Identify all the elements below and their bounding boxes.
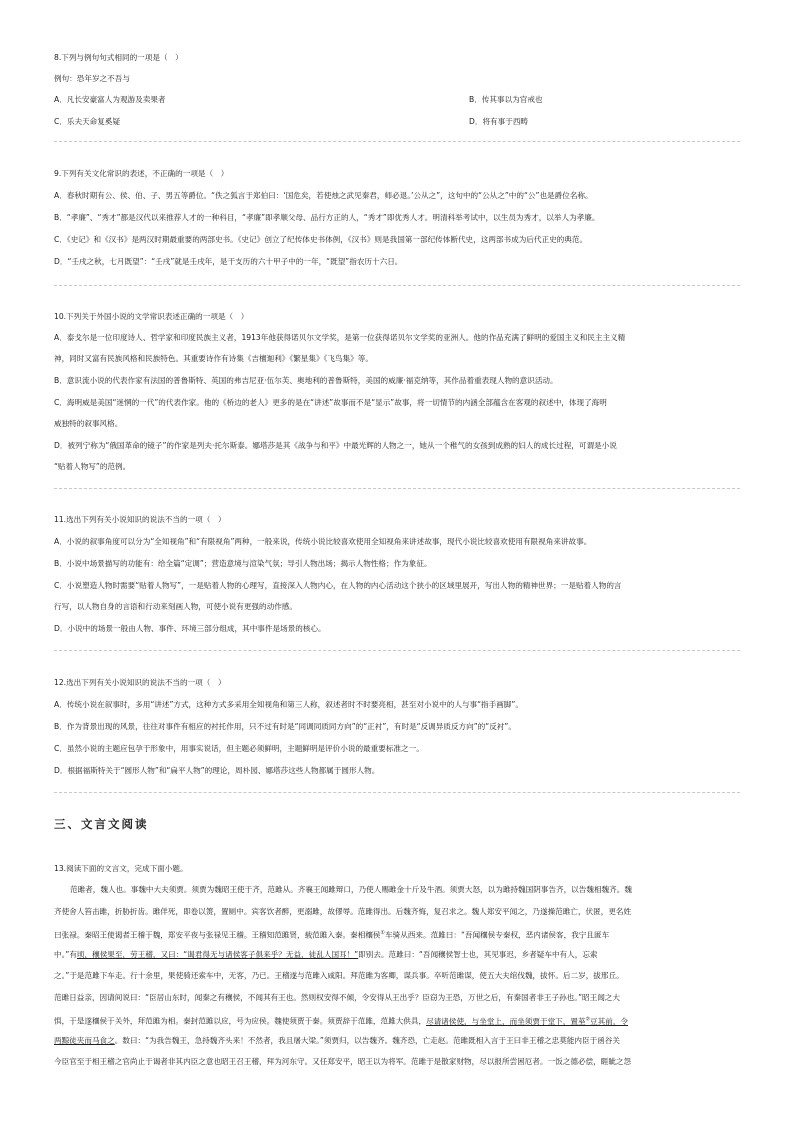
question-13	[54, 864, 744, 1114]
question-9	[54, 169, 744, 269]
option-b[interactable]: B．“孝廉”、“秀才”都是汉代以来推荐人才的一种科目，“孝廉”即孝顺父母、品行方正的人，“秀才”即优秀人才。明清科举考试中，以生员为秀才，以举人为孝廉。	[54, 213, 600, 222]
question-stem: 12.选出下列有关小说知识的说法不当的一项（ ）	[54, 678, 226, 687]
divider	[54, 141, 740, 142]
question-stem: 8.下列与例句句式相同的一项是（ ）	[54, 53, 183, 62]
passage-line: 之。”于是范雎下车走。行十余里，果使骑还索车中，无客，乃已。王稽遂与范雎入咸阳。拜范雎为客卿，谋兵事。卒听范雎谋，使五大夫绾伐魏，拔怀。后二岁，拔邢丘。	[54, 971, 624, 980]
option-d[interactable]: D．小说中的场景一般由人物、事件、环境三部分组成，其中事件是场景的核心。	[54, 624, 326, 633]
option-b[interactable]: B．作为背景出现的风景，往往对事件有相应的衬托作用，只不过有时是“同调同质同方向”的“正衬”，有时是“反调异质反方向”的“反衬”。	[54, 722, 516, 731]
option-d[interactable]: D．被列宁称为“俄国革命的镜子”的作家是列夫·托尔斯泰。娜塔莎是其《战争与和平》中最光辉的人物之一，她从一个稚气的女孩到成熟的妇人的成长过程，可谓是小说	[54, 441, 617, 450]
option-a[interactable]: A．传统小说在叙事时，多用“讲述”方式，这种方式多采用全知视角和第三人称，叙述者时不时要亮相，甚至对小说中的人与事“指手画脚”。	[54, 700, 523, 709]
passage-line: 齐使舍人笞击雎，折胁折齿。雎佯死，即卷以箦，置厕中。宾客饮者醉，更溺雎，故僇辱。范雎得出。后魏齐悔，复召求之。魏人郑安平闻之，乃遂操范雎亡，伏匿，更名姓	[54, 907, 632, 916]
option-d[interactable]: D．根据福斯特关于“圆形人物”和“扁平人物”的理论，周朴园、娜塔莎这些人物都属于圆形人物。	[54, 766, 380, 775]
option-c[interactable]: C．《史记》和《汉书》是两汉时期最重要的两部史书。《史记》创立了纪传体史书体例，《汉书》则是我国第一部纪传体断代史，这两部书成为后代正史的典范。	[54, 235, 588, 244]
divider	[54, 488, 740, 489]
option-d[interactable]: D．“壬戌之秋，七月既望”：“壬戌”就是壬戌年，是干支历的六十甲子中的一年，“既望”指农历十六日。	[54, 257, 403, 266]
footnote-marker[interactable]: ②	[585, 1016, 591, 1022]
question-stem: 10.下列关于外国小说的文学常识表述正确的一项是（ ）	[54, 312, 249, 321]
question-10	[54, 312, 744, 482]
option-a[interactable]: A．凡长安豪富人为观游及卖果者	[54, 95, 166, 104]
option-a[interactable]: A．泰戈尔是一位印度诗人、哲学家和印度民族主义者，1913年他获得诺贝尔文学奖，是第一位获得诺贝尔文学奖的亚洲人。他的作品充满了鲜明的爱国主义和民主主义精	[54, 333, 626, 342]
divider	[54, 285, 740, 286]
passage-line: 曰张禄。秦昭王使谒者王稽于魏，郑安平夜与张禄见王稽。王稽知范雎贤，载范雎入秦。秦相穰侯①车骑从西来。范雎曰：“吾闻穰侯专秦权，恶内诸侯客，我宁且匿车	[54, 930, 610, 940]
option-d[interactable]: D．将有事于西畴	[469, 117, 529, 126]
option-c[interactable]: C．海明威是美国“迷惘的一代”的代表作家。他的《桥边的老人》更多的是在“讲述”故事而不是“显示”故事，将一切情节的内涵全部蕴含在客观的叙述中，体现了海明	[54, 398, 607, 407]
question-11	[54, 515, 744, 635]
underlined-sentence: 两黥徒夹而马食之	[54, 1036, 115, 1045]
option-c[interactable]: C．乐夫天命复奚疑	[54, 117, 121, 126]
underlined-sentence: 尽请诸侯使，与坐堂上，而坐须贾于堂下，置莝②豆其前，令	[426, 1016, 629, 1026]
question-stem: 11.选出下列有关小说知识的说法不当的一项（ ）	[54, 515, 226, 524]
footnote-marker[interactable]: ①	[380, 930, 386, 936]
passage-line: 中。”有顷，穰侯果至，劳王稽，又曰：“谒君得无与诸侯客子俱来乎？无益，徒乱人国耳！”即别去。范雎曰：“吾闻穰侯智士也，其见事迟，乡者疑车中有人，忘索	[54, 950, 598, 959]
option-a-cont: 神，同时又富有民族风格和民族特色。其重要诗作有诗集《吉檀迦利》《繁星集》《飞鸟集》等。	[54, 354, 373, 363]
passage-line: 两黥徒夹而马食之。数曰：“为我告魏王，急持魏齐头来！不然者，我且屠大梁。”须贾归，以告魏齐。魏齐恐，亡走赵。范雎既相入言于王曰非王稽之忠莫能内臣于函谷关	[54, 1036, 620, 1045]
question-8	[54, 53, 744, 133]
question-stem: 9.下列有关文化常识的表述，不正确的一项是（ ）	[54, 169, 229, 178]
question-stem: 13.阅读下面的文言文，完成下面小题。	[54, 864, 188, 873]
section-heading: 三、文言文阅读	[54, 817, 149, 831]
option-c[interactable]: C．小说塑造人物时需要“贴着人物写”，一是贴着人物的心理写，直接深入人物内心，在人物的内心活动这个狭小的区域里展开，写出人物的精神世界；一是贴着人物的言	[54, 581, 622, 590]
option-a[interactable]: A．小说的叙事角度可以分为“全知视角”和“有限视角”两种，一般来说，传统小说比较喜欢使用全知视角来讲述故事，现代小说比较喜欢使用有限视角来讲故事。	[54, 537, 592, 546]
passage-line: 范雎日益亲，因请间说曰：“臣居山东时，闻秦之有穰侯，不闻其有王也。然则权安得不倾，令安得从王出乎？臣窃为王恐，万世之后，有秦国者非王子孙也。”昭王闻之大	[54, 993, 620, 1002]
option-a[interactable]: A．春秋时期有公、侯、伯、子、男五等爵位。“佚之狐言于郑伯曰：‘国危矣，若使烛之武见秦君，师必退。’公从之”，这句中的“公从之”中的“公”也是爵位名称。	[54, 191, 593, 200]
option-d-cont: “贴着人物写”的范例。	[54, 462, 131, 471]
divider	[54, 650, 740, 651]
example-sentence: 例句：恐年岁之不吾与	[54, 74, 130, 83]
passage-line: 范雎者，魏人也。事魏中大夫须贾。须贾为魏昭王使于齐，范雎从。齐襄王闻雎辩口，乃使人赐雎金十斤及牛酒。须贾大怒，以为雎持魏国阴事告齐，以告魏相魏齐。魏	[70, 885, 632, 894]
question-12	[54, 678, 744, 778]
option-b[interactable]: B．传其事以为官戒也	[469, 95, 543, 104]
passage-line: 惧，于是遂穰侯于关外，拜范雎为相。秦封范雎以应，号为应侯。魏使须贾于秦。须贾辞于范雎，范雎大供具，尽请诸侯使，与坐堂上，而坐须贾于堂下，置莝②豆其前，令	[54, 1016, 629, 1026]
option-c-cont: 威独特的叙事风格。	[54, 419, 123, 428]
divider	[54, 792, 740, 793]
underlined-sentence: 顷，穰侯果至，劳王稽，又曰：“谒君得无与诸侯客子俱来乎？无益，徒乱人国耳！”	[76, 950, 359, 959]
option-c[interactable]: C．虽然小说的主题应包孕于形象中，用事实说话，但主题必须鲜明，主题鲜明是评价小说的最重要标准之一。	[54, 744, 424, 753]
option-b[interactable]: B．意识流小说的代表作家有法国的普鲁斯特、英国的弗吉尼亚·伍尔芙、奥地利的普鲁斯特，美国的威廉·福克纳等，其作品着重表现人物的意识活动。	[54, 376, 558, 385]
option-c-cont: 行写，以人物自身的言语和行动来刻画人物，可使小说有更强的动作感。	[54, 602, 297, 611]
passage-line: 今臣官至于相王稽之官尚止于谒者非其内臣之意也昭王召王稽，拜为河东守。又任郑安平，昭王以为将军。范雎于是散家财物，尽以报所尝困厄者。一饭之德必偿，睚眦之怨	[54, 1057, 632, 1066]
option-b[interactable]: B．小说中场景描写的功能有：给全篇“定调”；营造意境与渲染气氛；导引人物出场；揭示人物性格；作为象征。	[54, 559, 432, 568]
